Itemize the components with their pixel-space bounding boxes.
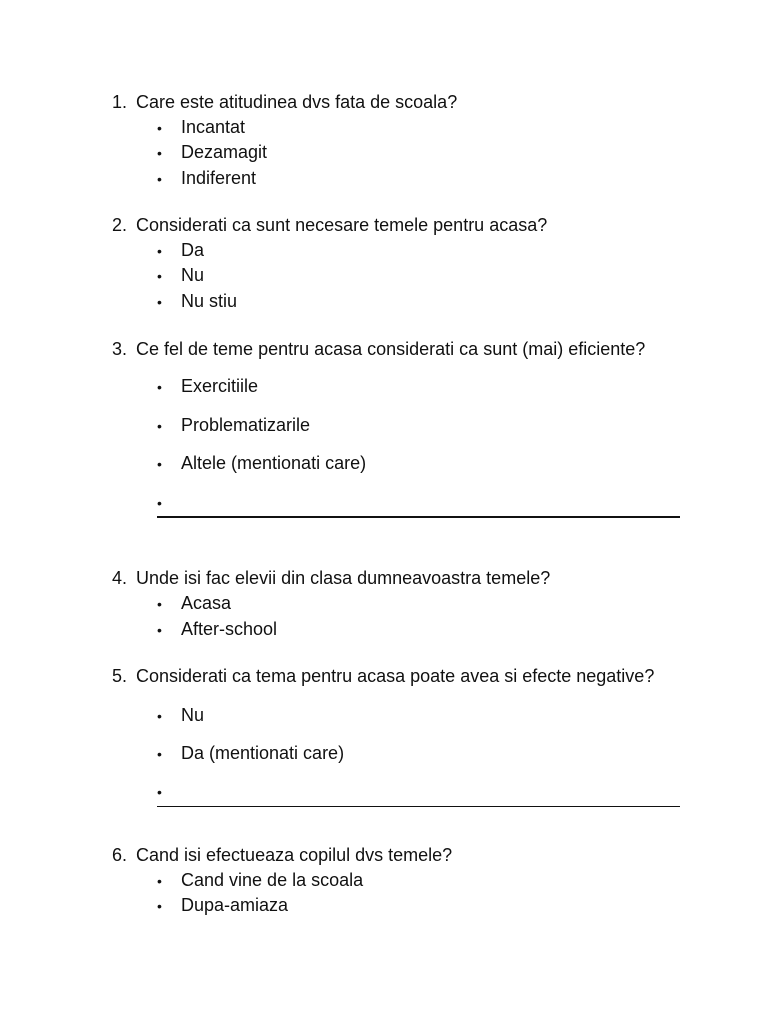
- question-text: Care este atitudinea dvs fata de scoala?: [136, 92, 458, 112]
- question-number: 3.: [112, 339, 128, 359]
- bullet-icon: •: [157, 708, 162, 724]
- option-label: Incantat: [181, 117, 246, 137]
- option-label: Nu: [181, 705, 205, 725]
- bullet-icon: •: [157, 784, 162, 800]
- answer-line[interactable]: [157, 806, 680, 807]
- question-number: 6.: [112, 845, 128, 865]
- option-label: Da: [181, 240, 205, 260]
- question-text: Cand isi efectueaza copilul dvs temele?: [136, 845, 453, 865]
- bullet-icon: •: [157, 268, 162, 284]
- bullet-icon: •: [157, 379, 162, 395]
- question-number: 4.: [112, 568, 128, 588]
- bullet-icon: •: [157, 746, 162, 762]
- bullet-icon: •: [157, 243, 162, 259]
- bullet-icon: •: [157, 596, 162, 612]
- bullet-icon: •: [157, 495, 162, 511]
- question-text: Ce fel de teme pentru acasa considerati ca sunt (mai) eficiente?: [136, 339, 646, 359]
- question-text: Unde isi fac elevii din clasa dumneavoastra temele?: [136, 568, 551, 588]
- option-label: Exercitiile: [181, 376, 259, 396]
- question-number: 2.: [112, 215, 128, 235]
- question-text: Considerati ca sunt necesare temele pentru acasa?: [136, 215, 548, 235]
- bullet-icon: •: [157, 873, 162, 889]
- question-number: 5.: [112, 666, 128, 686]
- option-label: Altele (mentionati care): [181, 453, 367, 473]
- bullet-icon: •: [157, 456, 162, 472]
- bullet-icon: •: [157, 145, 162, 161]
- answer-line[interactable]: [157, 516, 680, 518]
- bullet-icon: •: [157, 898, 162, 914]
- bullet-icon: •: [157, 294, 162, 310]
- bullet-icon: •: [157, 171, 162, 187]
- bullet-icon: •: [157, 418, 162, 434]
- option-label: Nu: [181, 265, 205, 285]
- option-label: Da (mentionati care): [181, 743, 345, 763]
- option-label: Dezamagit: [181, 142, 268, 162]
- option-label: Nu stiu: [181, 291, 238, 311]
- question-text: Considerati ca tema pentru acasa poate avea si efecte negative?: [136, 666, 655, 686]
- question-number: 1.: [112, 92, 128, 112]
- bullet-icon: •: [157, 622, 162, 638]
- option-label: Cand vine de la scoala: [181, 870, 364, 890]
- bullet-icon: •: [157, 120, 162, 136]
- option-label: Dupa-amiaza: [181, 895, 289, 915]
- option-label: Problematizarile: [181, 415, 311, 435]
- option-label: Indiferent: [181, 168, 257, 188]
- option-label: After-school: [181, 619, 278, 639]
- option-label: Acasa: [181, 593, 232, 613]
